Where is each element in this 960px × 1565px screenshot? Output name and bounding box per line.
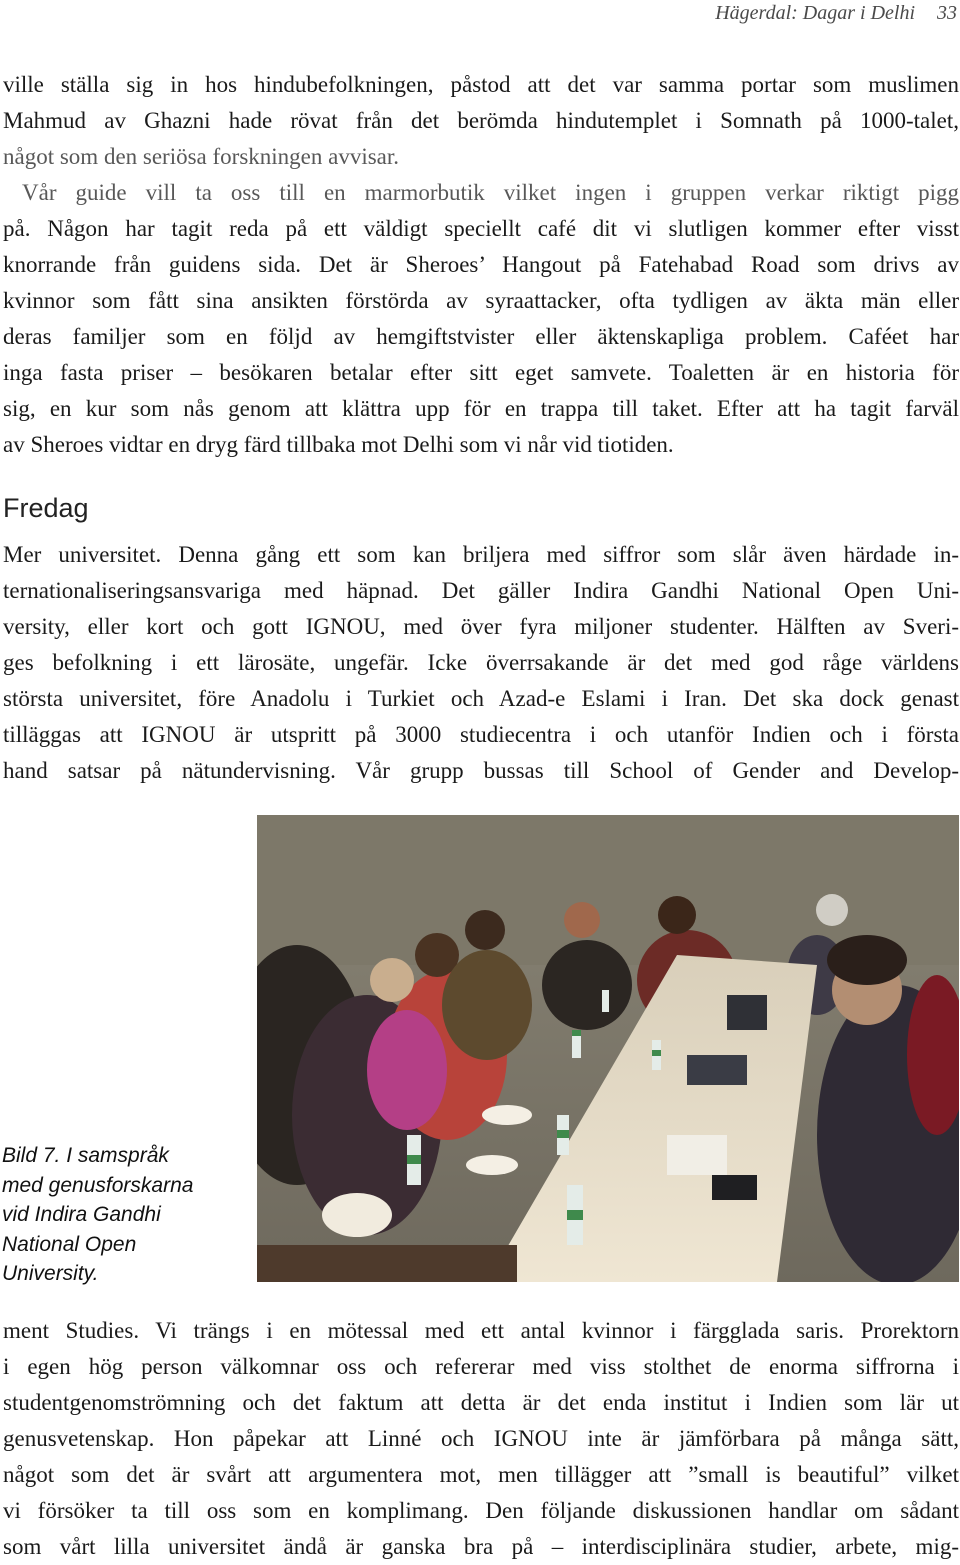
text-line: ment Studies. Vi trängs i en mötessal med ett antal kvinnor i färgglada saris. Prorektorn (3, 1318, 959, 1343)
text-line: Vår guide vill ta oss till en marmorbutik vilket ingen i gruppen verkar riktigt pigg (22, 180, 959, 205)
text-line: något som det är svårt att argumentera mot, men tillägger att ”small is beautiful” vilket (3, 1462, 959, 1487)
text-line: tilläggas att IGNOU är utspritt på 3000 studiecentra i och utanför Indien och i första (3, 722, 959, 747)
meeting-photo-illustration (257, 815, 959, 1282)
text-line: något som den seriösa forskningen avvisar. (3, 144, 400, 169)
text-line: ville ställa sig in hos hindubefolkningen, påstod att det var samma portar som muslimen (3, 72, 959, 97)
text-line: i egen hög person välkomnar oss och refererar med viss stolthet de enorma siffrorna i (3, 1354, 959, 1379)
text-line: vi försöker ta till oss som en komplimang. Den följande diskussionen handlar om sådant (3, 1498, 959, 1523)
caption-line: Bild 7. I samspråk (2, 1144, 169, 1167)
text-line: knorrande från guidens sida. Det är Sheroes’ Hangout på Fatehabad Road som drivs av (3, 252, 959, 277)
text-line: hand satsar på nätundervisning. Vår grupp bussas till School of Gender and Develop- (3, 758, 959, 783)
text-line: kvinnor som fått sina ansikten förstörda av syraattacker, ofta tydligen av äkta män eller (3, 288, 959, 313)
text-line: Mahmud av Ghazni hade rövat från det berömda hindutemplet i Somnath på 1000-talet, (3, 108, 959, 133)
caption-line: University. (2, 1262, 99, 1285)
text-line: som vårt lilla universitet ändå är ganska bra på – interdisciplinära studier, arbete, mig- (3, 1534, 959, 1559)
text-line: Mer universitet. Denna gång ett som kan briljera med siffror som slår även härdade in- (3, 542, 959, 567)
text-line: inga fasta priser – besökaren betalar efter sitt eget samvete. Toaletten är en historia för (3, 360, 959, 385)
paragraph-4 (3, 1313, 959, 1565)
running-head (715, 2, 957, 25)
running-title: Hägerdal: Dagar i Delhi (715, 2, 915, 24)
text-line: på. Någon har tagit reda på ett väldigt speciellt café dit vi slutligen kommer efter visst (3, 216, 959, 241)
text-line: genusvetenskap. Hon påpekar att Linné och IGNOU inte är jämförbara på många sätt, (3, 1426, 959, 1451)
caption-line: vid Indira Gandhi (2, 1203, 161, 1226)
caption-line: med genusforskarna (2, 1173, 194, 1197)
text-line: ternationaliseringsansvariga med häpnad. Det gäller Indira Gandhi National Open Uni- (3, 578, 959, 603)
section-heading: Fredag (3, 493, 89, 523)
text-line: studentgenomströmning och det faktum att detta är det enda institut i Indien som lär ut (3, 1390, 959, 1415)
text-line: deras familjer som en följd av hemgiftstvister eller äktenskapliga problem. Caféet har (3, 324, 959, 349)
text-line: största universitet, före Anadolu i Turkiet och Azad-e Eslami i Iran. Det ska dock genast (3, 686, 959, 711)
figure-caption (2, 1141, 247, 1289)
paragraph-3 (3, 537, 959, 789)
text-line: sig, en kur som nås genom att klättra upp för en trappa till taket. Efter att ha tagit farväl (3, 396, 959, 421)
caption-line: National Open (2, 1232, 137, 1256)
text-line: ges befolkning i ett lärosäte, ungefär. Icke överrsakande är det med god råge världens (3, 650, 959, 675)
text-line: versity, eller kort och gott IGNOU, med över fyra miljoner studenter. Hälften av Sveri- (3, 614, 959, 639)
paragraph-1 (3, 67, 959, 175)
paragraph-2 (3, 175, 959, 463)
text-line: av Sheroes vidtar en dryg färd tillbaka mot Delhi som vi når vid tiotiden. (3, 432, 674, 457)
page-number: 33 (937, 2, 957, 24)
meeting-photo (257, 815, 959, 1282)
